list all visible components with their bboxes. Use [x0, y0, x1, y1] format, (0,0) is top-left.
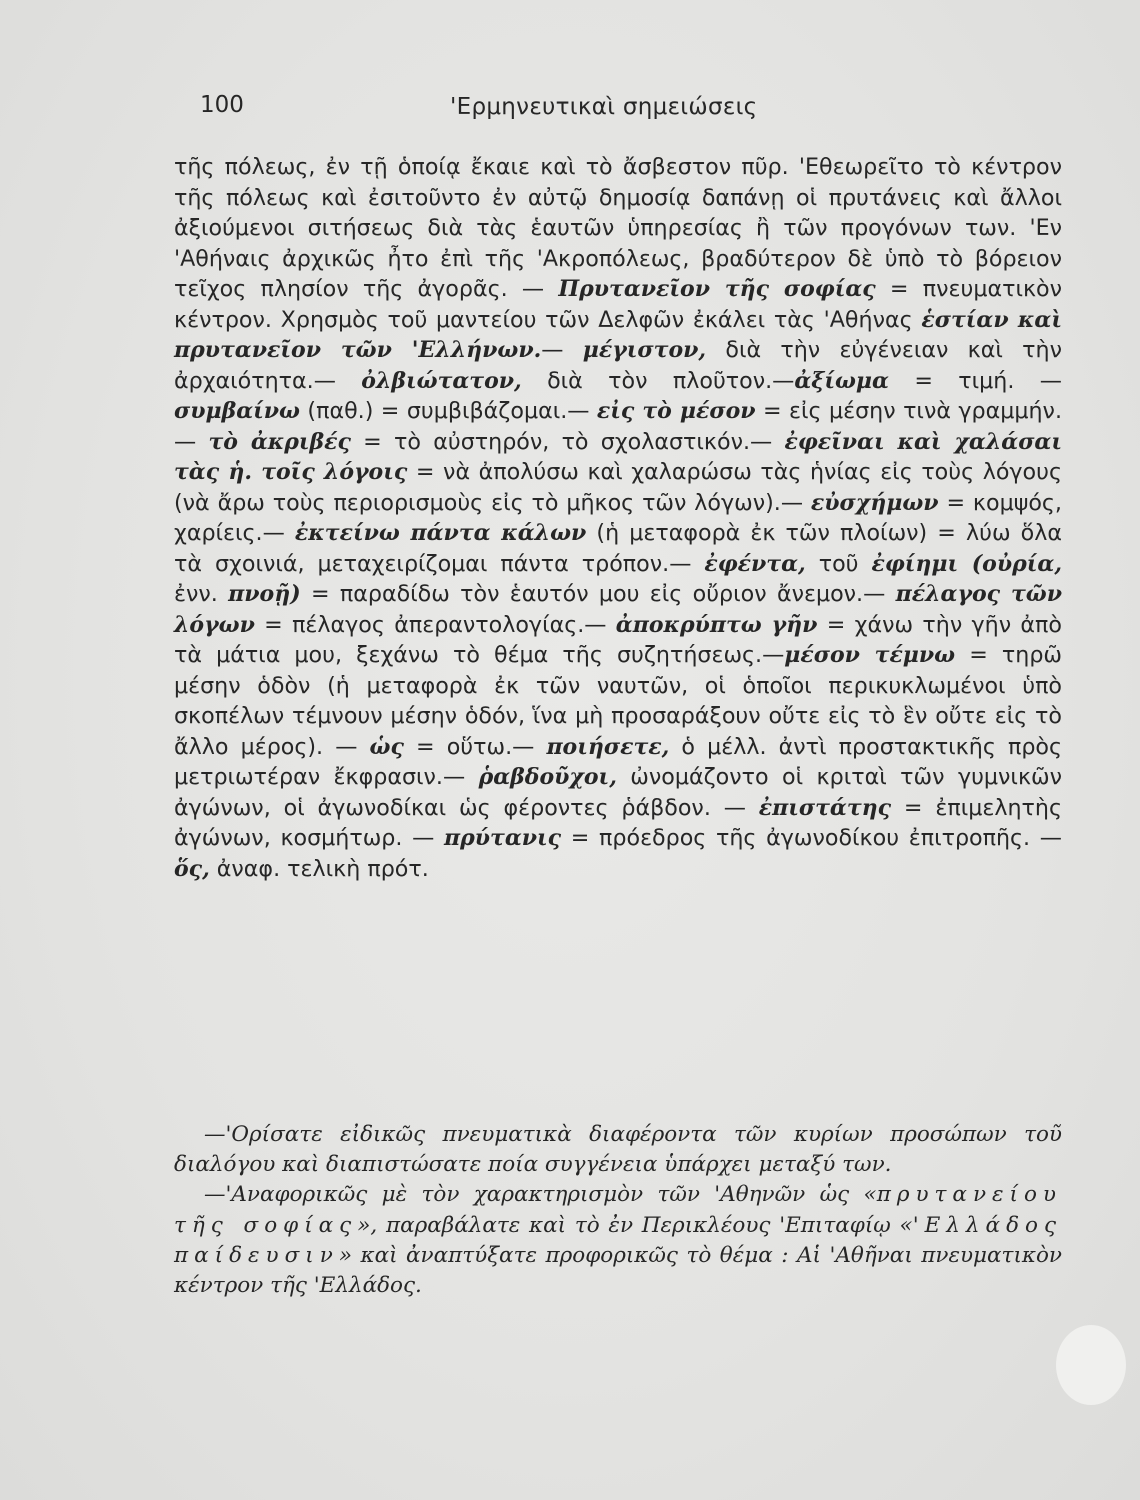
commentary-term: τὸ ἀκριβές: [208, 428, 351, 455]
exercise-text: —'Αναφορικῶς μὲ τὸν χαρακτηρισμὸν τῶν 'Αθηνῶν ὡς «: [204, 1182, 877, 1208]
commentary-text: = τὸ αὐστηρόν, τὸ σχολαστικόν.—: [350, 428, 785, 455]
running-title: 'Ερμηνευτικαὶ σημειώσεις: [450, 94, 758, 120]
commentary-term: ὀλβιώτατον,: [361, 367, 522, 394]
commentary-text: (ἡ μεταφορὰ ἐκ τῶν πλοίων) = λύω ὅλα τὰ σχοινιά, μεταχειρίζομαι πάντα τρόπον.—: [174, 520, 1062, 577]
commentary-term: Πρυτανεῖον τῆς σοφίας: [558, 276, 876, 302]
exercise-text: » καὶ ἀναπτύξατε προφορικῶς τὸ θέμα : Αἱ 'Αθῆναι πνευματικὸν κέντρον τῆς 'Ελλάδος.: [174, 1242, 1062, 1299]
commentary-term: ἐπιστάτης: [758, 794, 892, 821]
commentary-text: = οὕτω.—: [403, 733, 547, 760]
commentary-text: = χάνω τὴν γῆν ἀπὸ τὰ μάτια μου, ξεχάνω τὸ θέμα τῆς συζητήσεως.—: [174, 611, 1062, 668]
commentary-text: τῆς πόλεως, ἐν τῇ ὁποίᾳ ἔκαιε καὶ τὸ ἄσβεστον πῦρ. 'Εθεωρεῖτο τὸ κέντρον τῆς πόλεως καὶ ἐσιτοῦντο ἐν αὐτῷ δημοσίᾳ δαπάνῃ οἱ πρυτάνεις καὶ ἄλλοι ἀξιούμενοι σιτήσεως διὰ τὰς ἑαυτῶν ὑπηρεσίας ἢ τῶν προγόνων των. 'Εν 'Αθήναις ἀρχικῶς ἦτο ἐπὶ τῆς 'Ακροπόλεως, βραδύτερον δὲ ὑπὸ τὸ βόρειον τεῖχος πλησίον τῆς ἀγορᾶς. —: [174, 154, 1062, 302]
commentary-text: τοῦ: [805, 550, 872, 577]
commentary-text: = κομψός, χαρίεις.—: [174, 489, 1062, 546]
commentary-text: = πρόεδρος τῆς ἀγωνοδίκου ἐπιτροπῆς. —: [561, 825, 1062, 851]
commentary-term: πνοῇ): [228, 581, 301, 607]
commentary-text: διὰ τὴν εὐγένειαν καὶ τὴν ἀρχαιότητα.—: [174, 337, 1062, 394]
commentary-term: πρύτανις: [444, 825, 562, 851]
commentary-term: εὐσχήμων: [810, 489, 939, 516]
page-number: 100: [200, 92, 244, 118]
exercise-question-2: [174, 1180, 1062, 1301]
spaced-quote: πρυτανείου τῆς σοφίας: [174, 1182, 1062, 1238]
commentary-text: ὠνομάζοντο οἱ κριταὶ τῶν γυμνικῶν ἀγώνων, οἱ ἀγωνοδίκαι ὡς φέροντες ῥάβδον. —: [174, 764, 1062, 821]
commentary-term: ἐκτείνω πάντα κάλων: [294, 520, 587, 546]
commentary-text: = νὰ ἀπολύσω καὶ χαλαρώσω τὰς ἡνίας εἰς τοὺς λόγους (νὰ ἄρω τοὺς περιορισμοὺς εἰς τὸ μῆκος τῶν λόγων).—: [174, 459, 1062, 516]
commentary-text: ἀναφ. τελικὴ πρότ.: [209, 855, 429, 882]
commentary-text: διὰ τὸν πλοῦτον.—: [521, 367, 795, 394]
commentary-term: εἰς τὸ μέσον: [596, 398, 756, 424]
commentary-text: = παραδίδω τὸν ἑαυτόν μου εἰς οὔριον ἄνεμον.—: [300, 581, 896, 607]
commentary-term: μέσον τέμνω: [784, 642, 956, 668]
commentary-text: —: [541, 337, 583, 363]
commentary-term: ἐφίημι (οὐρία,: [871, 550, 1062, 577]
commentary-text: = πέλαγος ἀπεραντολογίας.—: [254, 611, 616, 638]
commentary-text: ὁ μέλλ. ἀντὶ προστακτικῆς πρὸς μετριωτέραν ἔκφρασιν.—: [174, 733, 1063, 790]
paper-light-spot: [1056, 1325, 1126, 1405]
commentary-term: συμβαίνω: [174, 398, 300, 424]
exercise-text: », παραβάλατε καὶ τὸ ἐν Περικλέους 'Επιταφίῳ «: [357, 1212, 913, 1238]
commentary-term: μέγιστον,: [582, 337, 707, 363]
commentary-text: = ἐπιμελητὴς ἀγώνων, κοσμήτωρ. —: [174, 794, 1062, 851]
exercises-section: [174, 1120, 1062, 1301]
commentary-text: ἐνν.: [174, 581, 229, 607]
commentary-term: ἀξίωμα: [794, 367, 889, 394]
commentary-term: ὡς: [369, 733, 404, 760]
exercise-question-1: —'Ορίσατε εἰδικῶς πνευματικὰ διαφέροντα τῶν κυρίων προσώπων τοῦ διαλόγου καὶ διαπιστώσατε ποία συγγένεια ὑπάρχει μεταξύ των.: [174, 1122, 1062, 1178]
commentary-term: πέλαγος τῶν λόγων: [174, 581, 1063, 638]
commentary-term: ἑστίαν καὶ πρυτανεῖον τῶν 'Ελλήνων.: [174, 306, 1062, 363]
commentary-term: ποιήσετε,: [546, 733, 670, 760]
commentary-term: ὅς,: [174, 855, 210, 882]
commentary-paragraph: [174, 152, 1062, 884]
commentary-text: = πνευματικὸν κέντρον. Χρησμὸς τοῦ μαντείου τῶν Δελφῶν ἐκάλει τὰς 'Αθήνας: [174, 276, 1062, 333]
page-header: [200, 86, 860, 126]
commentary-text: = τιμή. —: [888, 367, 1062, 394]
spaced-quote: 'Ελλάδος παίδευσιν: [174, 1212, 1062, 1268]
commentary-term: ἐφεῖναι καὶ χαλάσαι τὰς ἡ. τοῖς λόγοις: [174, 428, 1062, 485]
commentary-text: = τηρῶ μέσην ὁδὸν (ἡ μεταφορὰ ἐκ τῶν ναυτῶν, οἱ ὁποῖοι περικυκλωμένοι ὑπὸ σκοπέλων τέμνουν μέσην ὁδόν, ἵνα μὴ προσαράξουν οὔτε εἰς τὸ ἓν οὔτε εἰς τὸ ἄλλο μέρος). —: [174, 642, 1063, 760]
commentary-term: ῥαβδοῦχοι,: [478, 764, 617, 790]
commentary-text: (παθ.) = συμβιβάζομαι.—: [299, 398, 597, 424]
commentary-term: ἐφέντα,: [704, 550, 806, 577]
commentary-term: ἀποκρύπτω γῆν: [615, 611, 818, 638]
commentary-text: = εἰς μέσην τινὰ γραμμήν. —: [174, 398, 1062, 455]
